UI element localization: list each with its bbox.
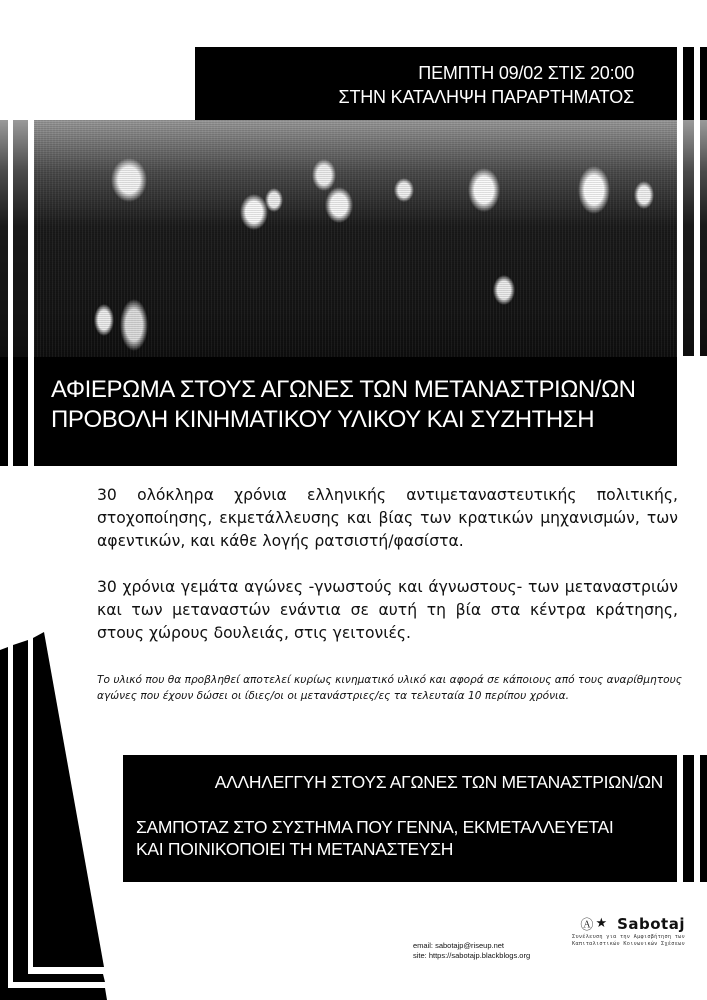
protest-photo <box>34 120 677 357</box>
paragraph-2: 30 χρόνια γεμάτα αγώνες -γνωστούς και άγνωστους- των μεταναστριών και των μεταναστών ενάντια σε αυτή τη βία στα κέντρα κράτησης, στους χώρους δουλειάς, στις γειτονιές. <box>97 578 678 642</box>
right-stripe-photo-outer <box>700 120 707 356</box>
anarchy-icon: Ⓐ <box>580 918 594 933</box>
slogan-box <box>123 755 677 882</box>
right-stripe-photo-inner <box>683 120 694 356</box>
logo-name: Sabotaj <box>617 914 685 933</box>
title-box <box>34 357 677 466</box>
logo-subtitle-line-2: Καπιταλιστικών Κοινωνικών Σχέσεων <box>572 941 685 947</box>
wedge-decoration <box>0 620 130 1000</box>
left-stripe-inner <box>13 357 28 466</box>
logo-subtitle-line-1: Συνέλευση για την Αμφισβήτηση των <box>572 934 685 940</box>
event-date-time: ΠΕΜΠΤΗ 09/02 ΣΤΙΣ 20:00 <box>418 63 634 83</box>
right-stripe-inner-bottom <box>683 755 694 882</box>
star-icon: ★ <box>595 916 608 931</box>
right-stripe-outer-bottom <box>700 755 707 882</box>
title-line-1: ΑΦΙΕΡΩΜΑ ΣΤΟΥΣ ΑΓΩΝΕΣ ΤΩΝ ΜΕΤΑΝΑΣΤΡΙΩΝ/ΩΝ <box>51 376 636 403</box>
right-stripe-outer-top <box>700 47 707 120</box>
contact-info <box>413 941 530 961</box>
contact-email[interactable]: email: sabotajp@riseup.net <box>413 941 504 950</box>
right-stripe-inner-top <box>683 47 694 120</box>
event-info-box <box>195 47 677 120</box>
title-line-2: ΠΡΟΒΟΛΗ ΚΙΝΗΜΑΤΙΚΟΥ ΥΛΙΚΟΥ ΚΑΙ ΣΥΖΗΤΗΣΗ <box>51 406 595 433</box>
event-location: ΣΤΗΝ ΚΑΤΑΛΗΨΗ ΠΑΡΑΡΤΗΜΑΤΟΣ <box>338 87 634 107</box>
sabotaj-logo <box>545 914 685 948</box>
screening-note: Το υλικό που θα προβληθεί αποτελεί κυρίως κινηματικό υλικό και αφορά σε κάποιους από τους αναρίθμητους αγώνες που έχουν δώσει οι ίδιες/οι οι μετανάστριες/ες τα τελευταία 10 περίπου χρόνια. <box>97 674 682 702</box>
contact-site[interactable]: site: https://sabotajp.blackblogs.org <box>413 951 531 960</box>
paragraph-1: 30 ολόκληρα χρόνια ελληνικής αντιμεταναστευτικής πολιτικής, στοχοποίησης, εκμετάλλευσης και βίας των κρατικών μηχανισμών, των αφεντικών, και κάθε λογής ρατσιστή/φασίστα. <box>97 486 678 550</box>
photo-grain <box>34 120 677 357</box>
left-stripe-photo-outer <box>0 120 8 357</box>
slogan-sabotage-line-2: ΚΑΙ ΠΟΙΝΙΚΟΠΟΙΕΙ ΤΗ ΜΕΤΑΝΑΣΤΕΥΣΗ <box>136 839 454 859</box>
left-stripe-photo-inner <box>13 120 28 357</box>
slogan-sabotage-line-1: ΣΑΜΠΟΤΑΖ ΣΤΟ ΣΥΣΤΗΜΑ ΠΟΥ ΓΕΝΝΑ, ΕΚΜΕΤΑΛΛΕΥΕΤΑΙ <box>136 817 614 837</box>
left-stripe-outer <box>0 357 8 466</box>
slogan-solidarity: ΑΛΛΗΛΕΓΓΥΗ ΣΤΟΥΣ ΑΓΩΝΕΣ ΤΩΝ ΜΕΤΑΝΑΣΤΡΙΩΝ/ΩΝ <box>214 772 663 792</box>
